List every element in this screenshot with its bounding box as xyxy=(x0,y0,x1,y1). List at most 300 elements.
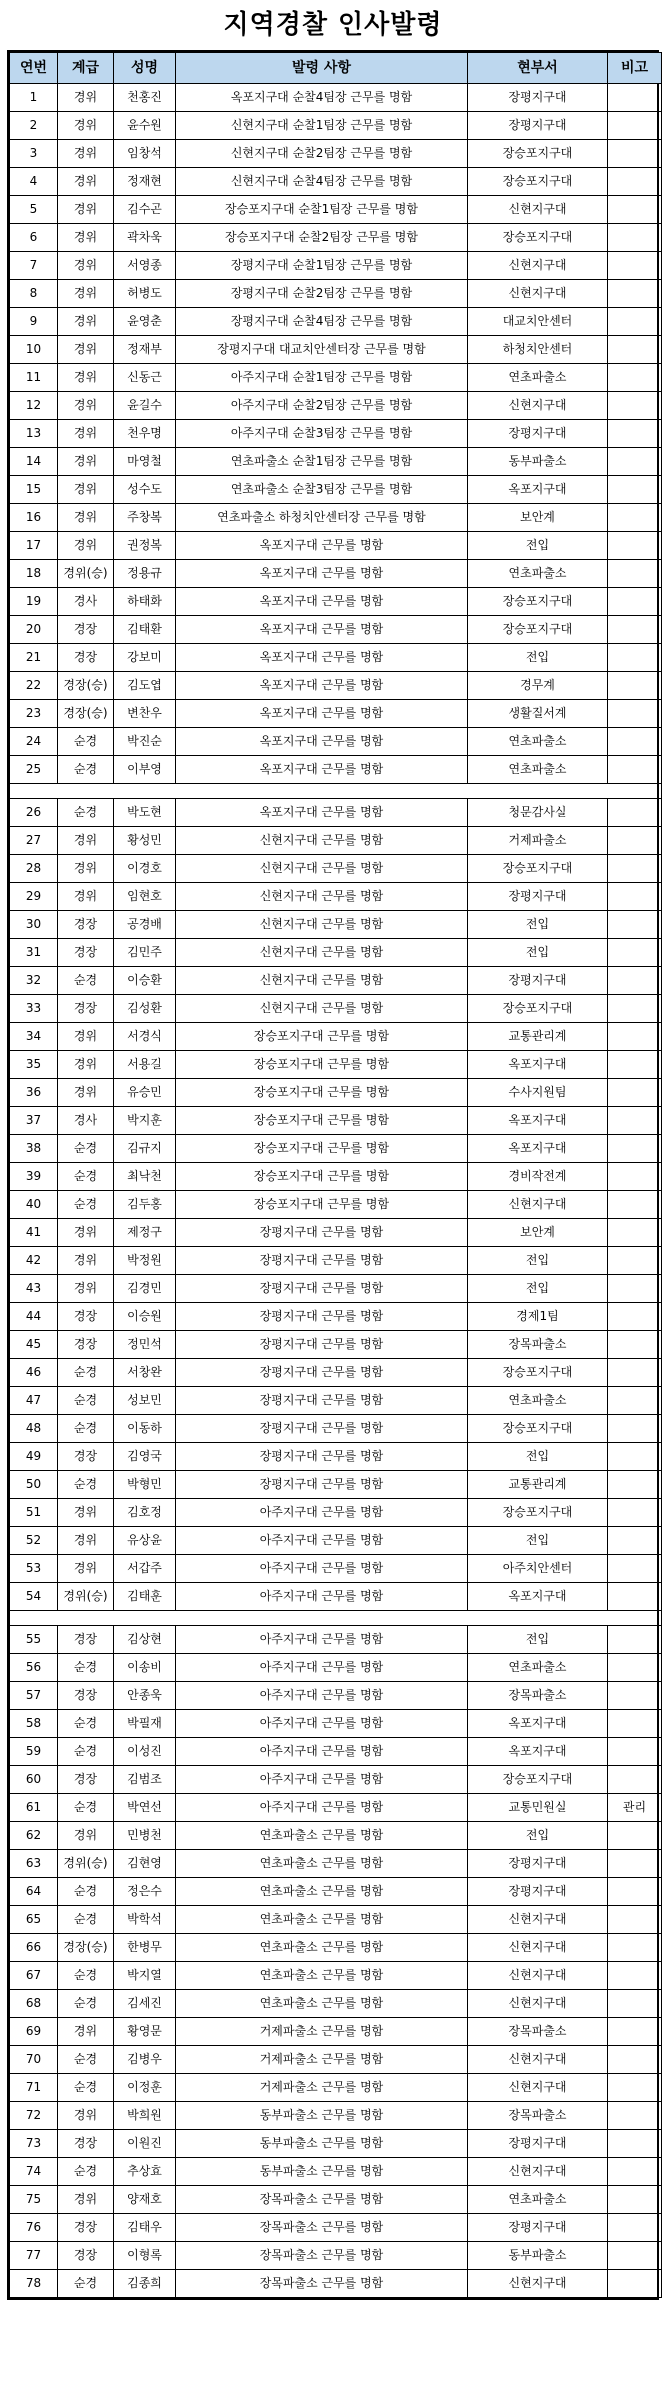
cell-rank: 순경 xyxy=(58,799,114,827)
table-row xyxy=(10,2186,662,2214)
cell-name: 박희원 xyxy=(114,2102,176,2130)
cell-no: 58 xyxy=(10,1710,58,1738)
cell-rank: 경위(승) xyxy=(58,1850,114,1878)
cell-rank: 경장 xyxy=(58,1626,114,1654)
cell-rank: 경위 xyxy=(58,364,114,392)
cell-current-dept: 옥포지구대 xyxy=(468,1135,608,1163)
table-row xyxy=(10,2270,662,2298)
cell-no: 59 xyxy=(10,1738,58,1766)
cell-name: 곽차욱 xyxy=(114,224,176,252)
cell-current-dept: 보안계 xyxy=(468,504,608,532)
cell-current-dept: 동부파출소 xyxy=(468,2242,608,2270)
table-row xyxy=(10,700,662,728)
cell-rank: 경위 xyxy=(58,1499,114,1527)
cell-name: 김상현 xyxy=(114,1626,176,1654)
cell-name: 변찬우 xyxy=(114,700,176,728)
cell-current-dept: 장목파출소 xyxy=(468,1331,608,1359)
cell-no: 5 xyxy=(10,196,58,224)
cell-assignment: 신현지구대 근무를 명함 xyxy=(176,939,468,967)
cell-note xyxy=(608,728,662,756)
cell-no: 66 xyxy=(10,1934,58,1962)
cell-rank: 순경 xyxy=(58,1710,114,1738)
cell-rank: 순경 xyxy=(58,756,114,784)
cell-note xyxy=(608,644,662,672)
cell-current-dept: 옥포지구대 xyxy=(468,1583,608,1611)
cell-note: 관리 xyxy=(608,1794,662,1822)
cell-assignment: 장평지구대 근무를 명함 xyxy=(176,1331,468,1359)
cell-no: 74 xyxy=(10,2158,58,2186)
cell-rank: 경위 xyxy=(58,280,114,308)
cell-rank: 경위 xyxy=(58,308,114,336)
cell-current-dept: 교통민원실 xyxy=(468,1794,608,1822)
cell-current-dept: 신현지구대 xyxy=(468,2270,608,2298)
cell-current-dept: 장평지구대 xyxy=(468,420,608,448)
cell-note xyxy=(608,2102,662,2130)
cell-current-dept: 장승포지구대 xyxy=(468,588,608,616)
table-row xyxy=(10,168,662,196)
cell-name: 박진순 xyxy=(114,728,176,756)
cell-note xyxy=(608,827,662,855)
cell-no: 16 xyxy=(10,504,58,532)
cell-current-dept: 옥포지구대 xyxy=(468,1051,608,1079)
cell-rank: 경위 xyxy=(58,883,114,911)
cell-current-dept: 옥포지구대 xyxy=(468,1710,608,1738)
cell-note xyxy=(608,1079,662,1107)
personnel-table xyxy=(9,52,662,2298)
cell-note xyxy=(608,448,662,476)
cell-no: 50 xyxy=(10,1471,58,1499)
cell-current-dept: 신현지구대 xyxy=(468,1906,608,1934)
cell-name: 박지열 xyxy=(114,1962,176,1990)
cell-note xyxy=(608,995,662,1023)
cell-note xyxy=(608,1247,662,1275)
cell-note xyxy=(608,1583,662,1611)
cell-name: 박연선 xyxy=(114,1794,176,1822)
cell-assignment: 옥포지구대 근무를 명함 xyxy=(176,532,468,560)
cell-no: 32 xyxy=(10,967,58,995)
cell-assignment: 연초파출소 순찰1팀장 근무를 명함 xyxy=(176,448,468,476)
cell-rank: 경위 xyxy=(58,112,114,140)
cell-name: 정재현 xyxy=(114,168,176,196)
cell-current-dept: 장승포지구대 xyxy=(468,616,608,644)
cell-name: 주창복 xyxy=(114,504,176,532)
cell-assignment: 신현지구대 순찰4팀장 근무를 명함 xyxy=(176,168,468,196)
cell-name: 김세진 xyxy=(114,1990,176,2018)
table-row xyxy=(10,504,662,532)
cell-rank: 순경 xyxy=(58,2074,114,2102)
cell-rank: 경장 xyxy=(58,2242,114,2270)
cell-note xyxy=(608,1626,662,1654)
cell-no: 24 xyxy=(10,728,58,756)
cell-assignment: 장목파출소 근무를 명함 xyxy=(176,2214,468,2242)
table-row xyxy=(10,1415,662,1443)
cell-assignment: 연초파출소 근무를 명함 xyxy=(176,1822,468,1850)
cell-no: 4 xyxy=(10,168,58,196)
cell-no: 26 xyxy=(10,799,58,827)
cell-assignment: 연초파출소 하청치안센터장 근무를 명함 xyxy=(176,504,468,532)
cell-rank: 경위 xyxy=(58,1079,114,1107)
cell-no: 11 xyxy=(10,364,58,392)
cell-name: 정민석 xyxy=(114,1331,176,1359)
table-row xyxy=(10,1219,662,1247)
cell-name: 김태훈 xyxy=(114,1583,176,1611)
table-row xyxy=(10,1303,662,1331)
cell-assignment: 아주지구대 근무를 명함 xyxy=(176,1555,468,1583)
cell-no: 12 xyxy=(10,392,58,420)
table-row xyxy=(10,1163,662,1191)
cell-note xyxy=(608,1107,662,1135)
cell-assignment: 장평지구대 근무를 명함 xyxy=(176,1303,468,1331)
table-row xyxy=(10,392,662,420)
cell-note xyxy=(608,616,662,644)
cell-no: 21 xyxy=(10,644,58,672)
cell-note xyxy=(608,1135,662,1163)
cell-no: 42 xyxy=(10,1247,58,1275)
cell-note xyxy=(608,224,662,252)
table-row xyxy=(10,1555,662,1583)
cell-rank: 순경 xyxy=(58,2046,114,2074)
cell-no: 60 xyxy=(10,1766,58,1794)
cell-note xyxy=(608,756,662,784)
cell-note xyxy=(608,1738,662,1766)
cell-rank: 경위 xyxy=(58,504,114,532)
table-row xyxy=(10,1990,662,2018)
table-row xyxy=(10,883,662,911)
cell-rank: 순경 xyxy=(58,728,114,756)
table-row xyxy=(10,2214,662,2242)
cell-current-dept: 전입 xyxy=(468,939,608,967)
cell-name: 김병우 xyxy=(114,2046,176,2074)
cell-current-dept: 장승포지구대 xyxy=(468,1415,608,1443)
cell-note xyxy=(608,532,662,560)
cell-assignment: 장목파출소 근무를 명함 xyxy=(176,2242,468,2270)
cell-rank: 경장 xyxy=(58,616,114,644)
cell-note xyxy=(608,1387,662,1415)
cell-assignment: 장평지구대 근무를 명함 xyxy=(176,1387,468,1415)
cell-name: 정재부 xyxy=(114,336,176,364)
cell-note xyxy=(608,1990,662,2018)
cell-current-dept: 장목파출소 xyxy=(468,1682,608,1710)
cell-no: 63 xyxy=(10,1850,58,1878)
cell-note xyxy=(608,252,662,280)
cell-assignment: 연초파출소 근무를 명함 xyxy=(176,1962,468,1990)
table-row xyxy=(10,1626,662,1654)
cell-note xyxy=(608,911,662,939)
cell-current-dept: 장승포지구대 xyxy=(468,140,608,168)
cell-no: 3 xyxy=(10,140,58,168)
table-row xyxy=(10,252,662,280)
cell-name: 김규지 xyxy=(114,1135,176,1163)
table-row xyxy=(10,588,662,616)
table-row xyxy=(10,756,662,784)
cell-no: 68 xyxy=(10,1990,58,2018)
cell-rank: 순경 xyxy=(58,1794,114,1822)
cell-current-dept: 장승포지구대 xyxy=(468,224,608,252)
cell-assignment: 동부파출소 근무를 명함 xyxy=(176,2130,468,2158)
cell-no: 43 xyxy=(10,1275,58,1303)
cell-name: 서창완 xyxy=(114,1359,176,1387)
cell-note xyxy=(608,1275,662,1303)
header-no: 연번 xyxy=(10,53,58,84)
cell-note xyxy=(608,2130,662,2158)
cell-rank: 경위 xyxy=(58,336,114,364)
cell-rank: 순경 xyxy=(58,967,114,995)
table-row xyxy=(10,280,662,308)
table-row xyxy=(10,1247,662,1275)
table-row xyxy=(10,1654,662,1682)
header-rank: 계급 xyxy=(58,53,114,84)
cell-note xyxy=(608,1443,662,1471)
cell-no: 28 xyxy=(10,855,58,883)
cell-rank: 경위 xyxy=(58,1051,114,1079)
cell-rank: 경위 xyxy=(58,420,114,448)
cell-assignment: 아주지구대 근무를 명함 xyxy=(176,1682,468,1710)
cell-name: 제정구 xyxy=(114,1219,176,1247)
cell-current-dept: 전입 xyxy=(468,1443,608,1471)
personnel-table-frame xyxy=(7,50,659,2300)
cell-name: 천홍진 xyxy=(114,84,176,112)
cell-name: 김영국 xyxy=(114,1443,176,1471)
cell-note xyxy=(608,855,662,883)
table-row xyxy=(10,1359,662,1387)
cell-no: 56 xyxy=(10,1654,58,1682)
cell-note xyxy=(608,112,662,140)
cell-current-dept: 장평지구대 xyxy=(468,2130,608,2158)
table-row xyxy=(10,308,662,336)
cell-name: 성수도 xyxy=(114,476,176,504)
cell-no: 40 xyxy=(10,1191,58,1219)
cell-assignment: 신현지구대 순찰2팀장 근무를 명함 xyxy=(176,140,468,168)
cell-note xyxy=(608,672,662,700)
cell-no: 76 xyxy=(10,2214,58,2242)
cell-current-dept: 교통관리계 xyxy=(468,1471,608,1499)
cell-current-dept: 장평지구대 xyxy=(468,883,608,911)
cell-rank: 경위 xyxy=(58,1219,114,1247)
cell-assignment: 아주지구대 근무를 명함 xyxy=(176,1766,468,1794)
cell-rank: 순경 xyxy=(58,1878,114,1906)
cell-assignment: 장승포지구대 근무를 명함 xyxy=(176,1051,468,1079)
cell-name: 마영철 xyxy=(114,448,176,476)
cell-note xyxy=(608,588,662,616)
cell-no: 54 xyxy=(10,1583,58,1611)
cell-current-dept: 아주치안센터 xyxy=(468,1555,608,1583)
cell-name: 서경식 xyxy=(114,1023,176,1051)
cell-rank: 경장 xyxy=(58,1443,114,1471)
table-row xyxy=(10,2102,662,2130)
cell-no: 73 xyxy=(10,2130,58,2158)
cell-current-dept: 옥포지구대 xyxy=(468,1738,608,1766)
cell-note xyxy=(608,1766,662,1794)
cell-rank: 경장 xyxy=(58,939,114,967)
cell-no: 47 xyxy=(10,1387,58,1415)
cell-no: 49 xyxy=(10,1443,58,1471)
cell-rank: 경장 xyxy=(58,911,114,939)
cell-current-dept: 신현지구대 xyxy=(468,280,608,308)
cell-name: 윤영춘 xyxy=(114,308,176,336)
cell-note xyxy=(608,1934,662,1962)
cell-rank: 경장 xyxy=(58,2130,114,2158)
cell-assignment: 옥포지구대 근무를 명함 xyxy=(176,616,468,644)
cell-name: 권정복 xyxy=(114,532,176,560)
cell-rank: 순경 xyxy=(58,1738,114,1766)
cell-no: 15 xyxy=(10,476,58,504)
cell-rank: 경장 xyxy=(58,1766,114,1794)
table-row xyxy=(10,1387,662,1415)
table-row xyxy=(10,1079,662,1107)
cell-assignment: 장목파출소 근무를 명함 xyxy=(176,2270,468,2298)
cell-name: 박정원 xyxy=(114,1247,176,1275)
cell-note xyxy=(608,1710,662,1738)
table-row xyxy=(10,1710,662,1738)
cell-name: 이정훈 xyxy=(114,2074,176,2102)
cell-rank: 순경 xyxy=(58,1906,114,1934)
cell-no: 75 xyxy=(10,2186,58,2214)
table-row xyxy=(10,1878,662,1906)
cell-note xyxy=(608,2270,662,2298)
cell-current-dept: 청문감사실 xyxy=(468,799,608,827)
cell-current-dept: 경무계 xyxy=(468,672,608,700)
table-row xyxy=(10,1051,662,1079)
table-row xyxy=(10,1107,662,1135)
cell-rank: 순경 xyxy=(58,1471,114,1499)
table-row xyxy=(10,2242,662,2270)
header-note: 비고 xyxy=(608,53,662,84)
cell-no: 64 xyxy=(10,1878,58,1906)
header-assignment: 발령 사항 xyxy=(176,53,468,84)
cell-current-dept: 장평지구대 xyxy=(468,84,608,112)
table-row xyxy=(10,2158,662,2186)
cell-rank: 경위 xyxy=(58,252,114,280)
cell-no: 67 xyxy=(10,1962,58,1990)
cell-assignment: 옥포지구대 근무를 명함 xyxy=(176,588,468,616)
cell-current-dept: 신현지구대 xyxy=(468,196,608,224)
cell-rank: 경사 xyxy=(58,1107,114,1135)
cell-no: 25 xyxy=(10,756,58,784)
table-row xyxy=(10,644,662,672)
cell-name: 윤길수 xyxy=(114,392,176,420)
table-row xyxy=(10,2018,662,2046)
table-row xyxy=(10,560,662,588)
cell-name: 유승민 xyxy=(114,1079,176,1107)
cell-name: 추상효 xyxy=(114,2158,176,2186)
cell-assignment: 장평지구대 근무를 명함 xyxy=(176,1359,468,1387)
cell-assignment: 장평지구대 대교치안센터장 근무를 명함 xyxy=(176,336,468,364)
cell-assignment: 아주지구대 근무를 명함 xyxy=(176,1738,468,1766)
cell-note xyxy=(608,364,662,392)
cell-no: 34 xyxy=(10,1023,58,1051)
cell-rank: 경위 xyxy=(58,827,114,855)
cell-name: 이형록 xyxy=(114,2242,176,2270)
cell-assignment: 옥포지구대 순찰4팀장 근무를 명함 xyxy=(176,84,468,112)
table-row xyxy=(10,224,662,252)
cell-no: 31 xyxy=(10,939,58,967)
cell-note xyxy=(608,1303,662,1331)
cell-rank: 경위(승) xyxy=(58,1583,114,1611)
cell-current-dept: 경비작전계 xyxy=(468,1163,608,1191)
table-row xyxy=(10,112,662,140)
cell-name: 이원진 xyxy=(114,2130,176,2158)
cell-rank: 순경 xyxy=(58,1654,114,1682)
cell-no: 53 xyxy=(10,1555,58,1583)
cell-assignment: 장평지구대 순찰1팀장 근무를 명함 xyxy=(176,252,468,280)
cell-current-dept: 교통관리계 xyxy=(468,1023,608,1051)
cell-note xyxy=(608,1051,662,1079)
cell-name: 임현호 xyxy=(114,883,176,911)
cell-no: 33 xyxy=(10,995,58,1023)
cell-note xyxy=(608,280,662,308)
cell-name: 강보미 xyxy=(114,644,176,672)
cell-assignment: 장승포지구대 근무를 명함 xyxy=(176,1079,468,1107)
cell-name: 임창석 xyxy=(114,140,176,168)
cell-no: 51 xyxy=(10,1499,58,1527)
cell-current-dept: 거제파출소 xyxy=(468,827,608,855)
table-row xyxy=(10,939,662,967)
cell-note xyxy=(608,2186,662,2214)
cell-name: 황영문 xyxy=(114,2018,176,2046)
cell-assignment: 장목파출소 근무를 명함 xyxy=(176,2186,468,2214)
cell-no: 78 xyxy=(10,2270,58,2298)
cell-note xyxy=(608,1962,662,1990)
cell-current-dept: 신현지구대 xyxy=(468,2074,608,2102)
cell-rank: 경위 xyxy=(58,224,114,252)
cell-assignment: 장평지구대 순찰2팀장 근무를 명함 xyxy=(176,280,468,308)
cell-name: 이경호 xyxy=(114,855,176,883)
cell-note xyxy=(608,1415,662,1443)
cell-assignment: 아주지구대 근무를 명함 xyxy=(176,1626,468,1654)
cell-assignment: 아주지구대 근무를 명함 xyxy=(176,1654,468,1682)
cell-rank: 순경 xyxy=(58,1415,114,1443)
cell-note xyxy=(608,1555,662,1583)
cell-name: 한병무 xyxy=(114,1934,176,1962)
cell-note xyxy=(608,336,662,364)
cell-assignment: 신현지구대 근무를 명함 xyxy=(176,855,468,883)
cell-no: 30 xyxy=(10,911,58,939)
cell-no: 19 xyxy=(10,588,58,616)
cell-note xyxy=(608,140,662,168)
cell-name: 박형민 xyxy=(114,1471,176,1499)
table-row xyxy=(10,84,662,112)
cell-rank: 순경 xyxy=(58,1359,114,1387)
table-row xyxy=(10,1471,662,1499)
cell-no: 18 xyxy=(10,560,58,588)
cell-assignment: 장승포지구대 근무를 명함 xyxy=(176,1191,468,1219)
cell-rank: 경장(승) xyxy=(58,672,114,700)
table-row xyxy=(10,855,662,883)
cell-rank: 경위 xyxy=(58,1275,114,1303)
cell-assignment: 장승포지구대 근무를 명함 xyxy=(176,1107,468,1135)
cell-assignment: 장평지구대 순찰4팀장 근무를 명함 xyxy=(176,308,468,336)
cell-name: 성보민 xyxy=(114,1387,176,1415)
cell-name: 이승환 xyxy=(114,967,176,995)
cell-assignment: 거제파출소 근무를 명함 xyxy=(176,2046,468,2074)
cell-current-dept: 장승포지구대 xyxy=(468,1766,608,1794)
cell-no: 65 xyxy=(10,1906,58,1934)
cell-note xyxy=(608,1878,662,1906)
cell-name: 김태우 xyxy=(114,2214,176,2242)
cell-current-dept: 연초파출소 xyxy=(468,728,608,756)
cell-no: 45 xyxy=(10,1331,58,1359)
cell-current-dept: 장평지구대 xyxy=(468,967,608,995)
cell-name: 양재호 xyxy=(114,2186,176,2214)
cell-no: 46 xyxy=(10,1359,58,1387)
cell-current-dept: 동부파출소 xyxy=(468,448,608,476)
cell-rank: 경장(승) xyxy=(58,700,114,728)
cell-rank: 경위 xyxy=(58,140,114,168)
cell-no: 69 xyxy=(10,2018,58,2046)
cell-note xyxy=(608,2046,662,2074)
cell-name: 천우명 xyxy=(114,420,176,448)
cell-name: 정용규 xyxy=(114,560,176,588)
